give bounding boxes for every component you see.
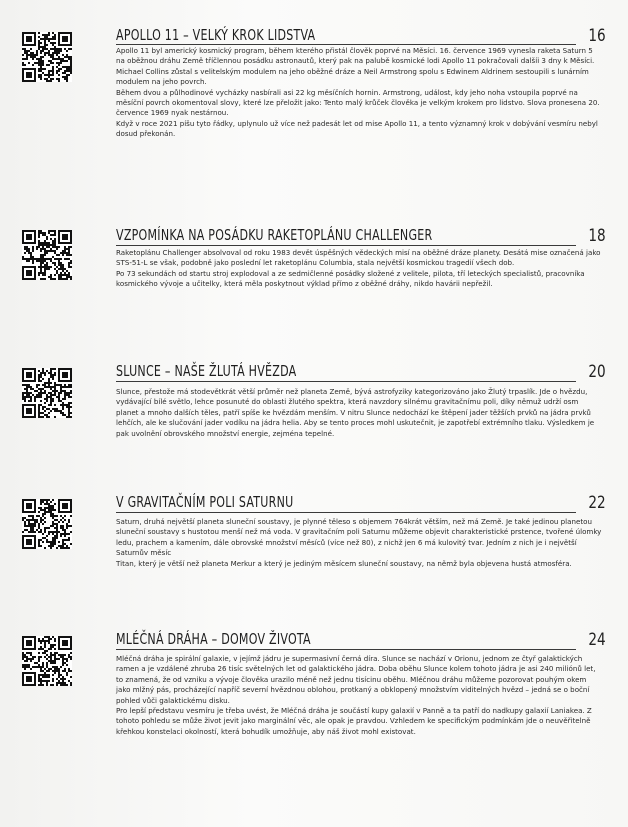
qr-code-icon[interactable] [22, 32, 72, 82]
qr-code-icon[interactable] [22, 499, 72, 549]
entry-body [116, 248, 602, 290]
entry-paragraph: Slunce, přestože má stodevětkrát větší průměr než planeta Země, bývá astrofyziky kategorizováno jako Žlutý trpaslík. Jde o hvězdu, vydávající bílé světlo, lehce posunuté do oblasti žlutého spektra, která navzdory silnému gravitačnímu poli, díky němuž udrží osm planet a mnoho dalších těles, patří spíše ke hvězdám menším. V nitru Slunce nedochází ke štěpení jader těžších prvků na jádra prvků lehčích, ale ke slučování jader vodíku na jádra helia. Aby se tento proces mohl uskutečnit, je zapotřebí extrémního tlaku. Výsledkem je pak uvolnění obrovského množství energie, zejména tepelné. [116, 387, 595, 438]
entry-title: SLUNCE – NAŠE ŽLUTÁ HVĚZDA [116, 362, 297, 380]
entry-paragraph: Když v roce 2021 píšu tyto řádky, uplynulo už více než padesát let od mise Apollo 11, a tento významný krok v dobývání vesmíru nebyl dosud překonán. [116, 118, 598, 139]
entry-title: VZPOMÍNKA NA POSÁDKU RAKETOPLÁNU CHALLENGER [116, 226, 433, 244]
qr-code-icon[interactable] [22, 368, 72, 418]
title-underline [116, 649, 576, 650]
title-underline [116, 512, 576, 513]
title-underline [116, 44, 576, 45]
entry-body [116, 46, 602, 140]
qr-code-icon[interactable] [22, 636, 72, 686]
entry-paragraph: Saturn, druhá největší planeta sluneční soustavy, je plynné těleso s objemem 764krát větším, než má Země. Je také jedinou planetou sluneční soustavy s hustotou menší než má voda. V gravitačním poli Saturnu můžeme objevit charakteristické prstence, tvořené úlomky ledu, prachem a kamením, dále obrovské množství měsíců (více než 80), z nichž jen 6 má kulovitý tvar. Jedním z nich je i největší Saturnův měsíc [116, 517, 602, 558]
entry-paragraph: Během dvou a půlhodinové vycházky nasbírali asi 22 kg měsíčních hornin. Armstrong, událost, kdy jeho noha vstoupila poprvé na měsíční povrch okomentoval slovy, které lze přeložit jako: Tento malý krůček člověka je velkým krokem pro lidstvo. Slova pronesena 20. července 1969 nyak nestárnou. [116, 87, 600, 118]
entry-title: APOLLO 11 – VELKÝ KROK LIDSTVA [116, 26, 316, 44]
entry-title: MLÉČNÁ DRÁHA – DOMOV ŽIVOTA [116, 630, 311, 648]
qr-code-icon[interactable] [22, 230, 72, 280]
entry-title: V GRAVITAČNÍM POLI SATURNU [116, 493, 294, 511]
page-number: 16 [588, 26, 606, 46]
entry-body [116, 517, 602, 569]
entry-paragraph: Po 73 sekundách od startu stroj explodoval a ze sedmičlenné posádky složené z velitele, pilota, tří leteckých specialistů, pracovníka kosmického vývoje a učitelky, která měla poskytnout výklad přímo z oběžné dráhy, nikdo havárii nepřežil. [116, 268, 585, 289]
entry-paragraph: Titan, který je větší než planeta Merkur a který je jediným měsícem sluneční soustavy, na němž byla objevena hustá atmosféra. [116, 558, 572, 568]
entry-body [116, 387, 602, 439]
page-number: 22 [588, 493, 606, 513]
entry-body [116, 654, 602, 737]
entry-paragraph: Raketoplánu Challenger absolvoval od roku 1983 devět úspěšných vědeckých misí na oběžné dráze planety. Desátá mise označená jako STS-51-L se však, podobně jako poslední let raketoplánu Columbia, stala největší kosmickou tragedií všech dob. [116, 248, 601, 268]
title-underline [116, 381, 576, 382]
entry-paragraph: Apollo 11 byl americký kosmický program, během kterého přistál člověk poprvé na Měsíci. 16. července 1969 vynesla raketa Saturn 5 na oběžnou dráhu Země tříčlennou posádku astronautů, který pak na palubě kosmické lodi Apollo 11 pokračovali dalšíi 3 dny k Měsíci. Michael Collins zůstal s velitelským modulem na jeho oběžné dráze a Neil Armstrong spolu s Edwinem Aldrinem sestoupili s lunárním modulem na jeho povrch. [116, 46, 595, 87]
entry-paragraph: Mléčná dráha je spirální galaxie, v jejímž jádru je supermasivní černá díra. Slunce se nachází v Orionu, jednom ze čtyř galaktických ramen a je vzdálené zhruba 26 tisíc světelných let od galaktického jádra. Doba oběhu Slunce kolem tohoto jádra je asi 240 miliónů let, to znamená, že od vzniku a vývoje člověka urazilo méně než jednu tisícinu oběhu. Mléčnou dráhu můžeme pozorovat pouhým okem jako mlžný pás, procházející napříč severní hvězdnou oblohou, protkaný a obklopený množstvím viditelných hvězd – jedná se o boční pohled vůči galaktickému disku. [116, 654, 596, 705]
page-number: 24 [588, 630, 606, 650]
title-underline [116, 245, 576, 246]
page-number: 18 [588, 226, 606, 246]
page-number: 20 [588, 362, 606, 382]
entry-paragraph: Pro lepší představu vesmíru je třeba uvést, že Mléčná dráha je součástí kupy galaxií v Panně a ta patří do nadkupy galaxií Laniakea. Z tohoto pohledu se může život jevit jako marginální věc, ale opak je pravdou. Vzhledem ke specifickým podmínkám jde o neuvěřitelně křehkou konstelaci okolností, která bohudík umožňuje, aby náš život mohl existovat. [116, 706, 592, 736]
